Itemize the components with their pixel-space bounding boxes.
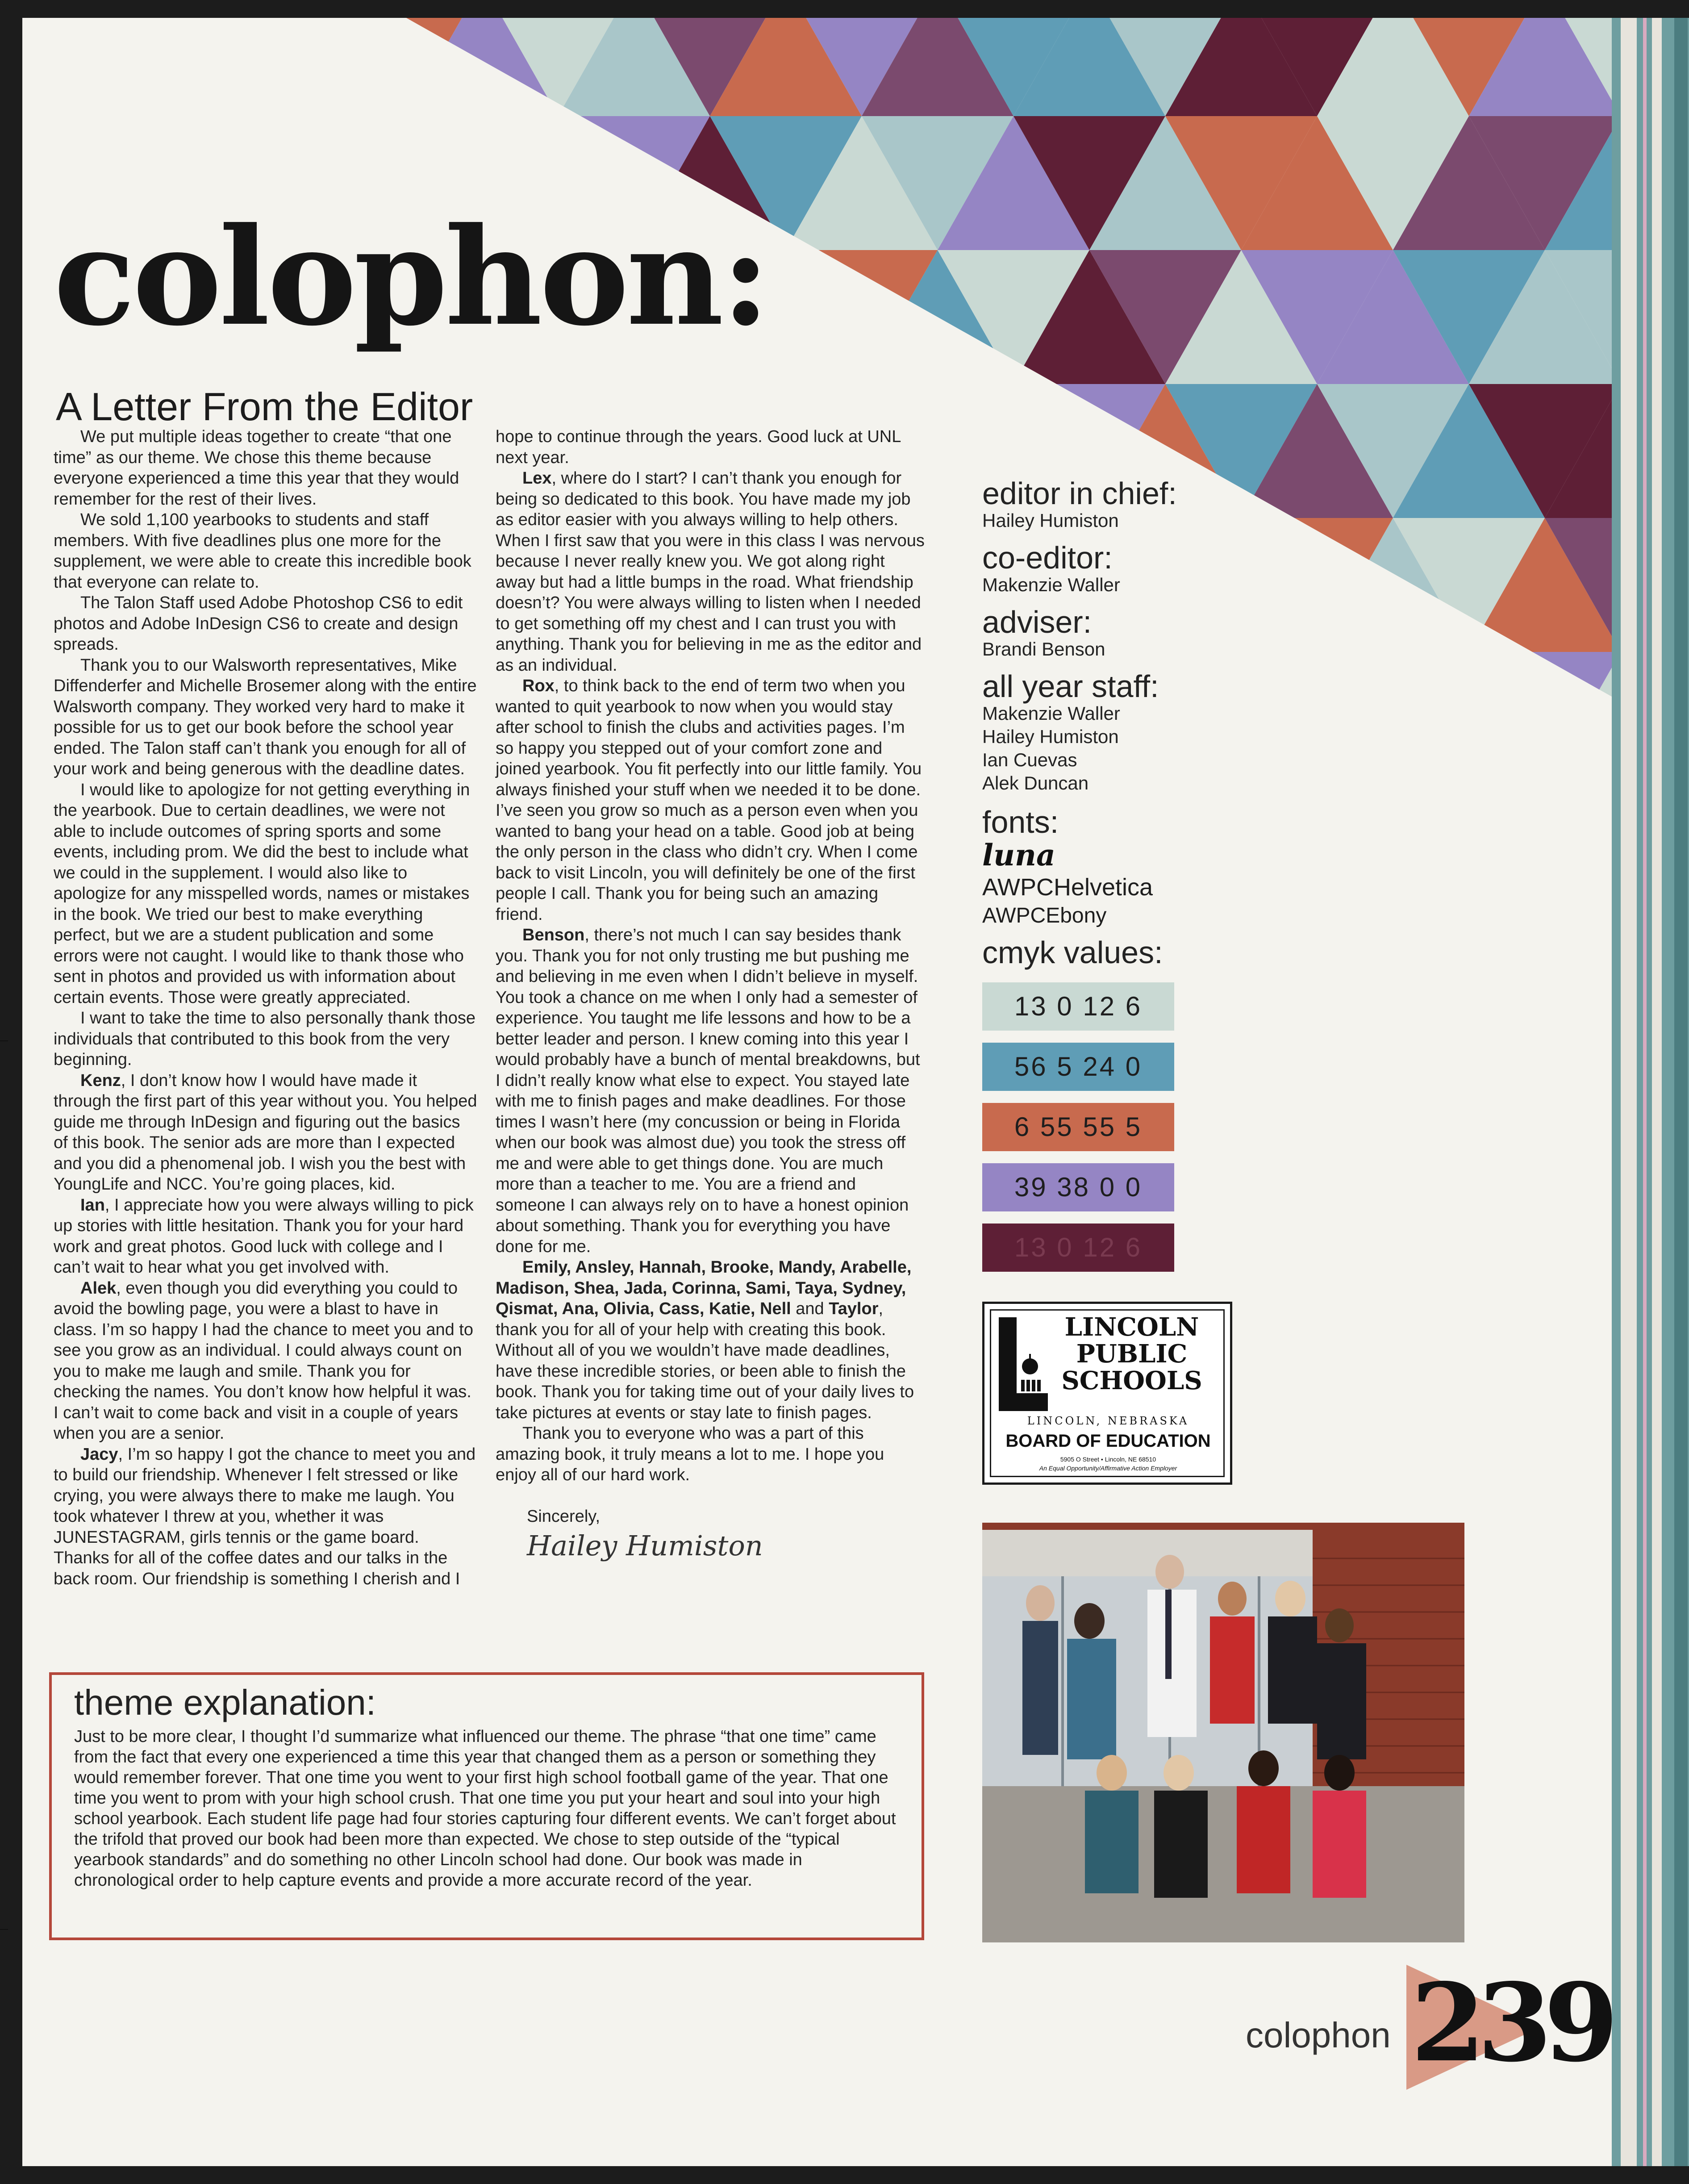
cmyk-swatch-lavender bbox=[982, 1163, 1174, 1211]
edge-tick bbox=[0, 1929, 8, 1930]
letter-paragraph bbox=[496, 676, 926, 925]
pattern-triangle bbox=[1165, 652, 1317, 714]
letter-paragraph bbox=[54, 1444, 478, 1590]
addressee-name: Taylor bbox=[829, 1299, 879, 1318]
paragraph-text: , to think back to the end of term two when you wanted to quit yearbook to now when you would stay after school to finish the clubs and activities pages. I’m so happy you stepped out of your comfort zone and joined yearbook. You fit perfectly into our little family. You always finished your stuff when we needed it to be done. I’ve seen you grow so much as a person even when you wanted to bang your head on a table. Good job at being the only person in the class who didn’t cry. When I come back to visit Lincoln, you will definitely be one of the first people I call. Thank you for being such an amazing friend. bbox=[496, 676, 922, 924]
cmyk-swatch-plum bbox=[982, 1224, 1174, 1272]
letter-column-1 bbox=[54, 426, 478, 1589]
addressee-name: Alek bbox=[80, 1278, 117, 1298]
paragraph-text: , I’m so happy I got the chance to meet you and to build our friendship. Whenever I felt stressed or like crying, you were always there to make me laugh. You took whatever I threw at you, whether it was JUNESTAGRAM, girls tennis or the game board. Thanks for all of the coffee dates and our talks in the back room. Our friendship is something I cherish and I bbox=[54, 1445, 476, 1588]
paragraph-text: I would like to apologize for not getting everything in the yearbook. Due to certain deadlines, we were not able to include outcomes of spring sports and some events, including prom. We did the best to include what we could in the supplement. I would also like to apologize for any misspelled words, names or mistakes in the book. We tried our best to make everything perfect, but we are a student publication and some errors were not caught. I would like to thank those who sent in photos and provided us with information about certain events. Those were greatly appreciated. bbox=[54, 780, 470, 1007]
paragraph-text: Thank you to our Walsworth representatives, Mike Diffenderfer and Michelle Brosemer along with the entire Walsworth company. They worked very hard to make it possible for us to get our book before the school year ended. The Talon staff can’t thank you enough for all of your work and being generous with the deadline dates. bbox=[54, 656, 477, 778]
lincoln-public-schools-logo bbox=[982, 1302, 1232, 1485]
logo-line: LINCOLN bbox=[1064, 1312, 1199, 1342]
staff-member: Alek Duncan bbox=[982, 773, 1089, 793]
letter-paragraph bbox=[54, 593, 478, 655]
cmyk-value: 13 0 12 6 bbox=[1014, 1232, 1143, 1262]
book-edge bbox=[1612, 18, 1689, 2166]
addressee-name: Benson bbox=[522, 926, 585, 944]
pattern-triangle bbox=[1469, 652, 1612, 714]
theme-explanation-box bbox=[49, 1672, 924, 1940]
cmyk-swatch-mint bbox=[982, 982, 1174, 1031]
font-sample-luna: luna bbox=[982, 838, 1055, 873]
letter-paragraph bbox=[496, 468, 926, 676]
logo-address: 5905 O Street • Lincoln, NE 68510 bbox=[1060, 1456, 1156, 1463]
page-title: colophon: bbox=[54, 198, 768, 355]
paragraph-text: Thank you to everyone who was a part of this amazing book, it truly means a lot to me. I hope you enjoy all of our hard work. bbox=[496, 1424, 884, 1484]
cmyk-value: 39 38 0 0 bbox=[1014, 1172, 1143, 1202]
cmyk-swatch-coral bbox=[982, 1103, 1174, 1151]
cmyk-value: 13 0 12 6 bbox=[1014, 991, 1143, 1021]
cmyk-label: cmyk values: bbox=[982, 935, 1163, 970]
staff-member: Ian Cuevas bbox=[982, 749, 1077, 770]
pattern-triangle bbox=[1241, 652, 1393, 714]
pattern-triangle bbox=[1165, 518, 1317, 652]
pattern-triangle bbox=[254, 18, 406, 116]
co-editor-label: co-editor: bbox=[982, 540, 1113, 575]
logo-line: PUBLIC bbox=[1076, 1339, 1188, 1369]
letter-paragraph bbox=[54, 655, 478, 780]
pattern-triangle bbox=[1241, 518, 1393, 652]
letter-paragraph bbox=[54, 1195, 478, 1278]
paragraph-text: We put multiple ideas together to create “that one time” as our theme. We chose this theme because everyone experienced a time this year that they would remember for the rest of their lives. bbox=[54, 427, 459, 509]
logo-name bbox=[1051, 1314, 1212, 1394]
adviser-name: Brandi Benson bbox=[982, 639, 1105, 660]
paragraph-text: I want to take the time to also personally thank those individuals that contributed to this book from the very beginning. bbox=[54, 1009, 476, 1069]
staff-member: Hailey Humiston bbox=[982, 726, 1119, 747]
font-sample-ebony: AWPCEbony bbox=[982, 904, 1107, 927]
paragraph-text: , I appreciate how you were always willing to pick up stories with little hesitation. Thank you for your hard work and great photos. Good luck with college and I can’t wait to hear what you get involved with. bbox=[54, 1195, 474, 1277]
letter-paragraph bbox=[54, 509, 478, 593]
paragraph-text: , even though you did everything you could to avoid the bowling page, you were a blast to have in class. I’m so happy I had the chance to meet you and to see you grow as an individual. I could always count on you to make me laugh and smile. Thank you for checking the names. You don’t know how helpful it was. I can’t wait to come back and visit in a couple of years when you are a senior. bbox=[54, 1278, 473, 1443]
theme-heading: theme explanation: bbox=[74, 1683, 376, 1722]
paragraph-text: , where do I start? I can’t thank you enough for being so dedicated to this book. You have made my job as editor easier with you always willing to help others. When I first saw that you were in this class I was nervous because I never really knew you. We got along right away but had a little bumps in the road. What friendship doesn’t? You were always willing to listen when I needed to get something off my chest and I can trust you with anything. Thank you for believing in me as the editor and as an individual. bbox=[496, 469, 925, 675]
letter-paragraph bbox=[54, 1008, 478, 1070]
letter-paragraph bbox=[54, 1070, 478, 1195]
page-number: 239 bbox=[1411, 1960, 1610, 2086]
editor-in-chief-name: Hailey Humiston bbox=[982, 510, 1119, 531]
cmyk-swatch-blue bbox=[982, 1043, 1174, 1091]
logo-city: LINCOLN, NEBRASKA bbox=[1027, 1415, 1189, 1427]
logo-board: BOARD OF EDUCATION bbox=[1005, 1431, 1211, 1451]
school-building-icon bbox=[994, 1317, 1048, 1411]
paragraph-text: , I don’t know how I would have made it through the first part of this year without you. You helped guide me through InDesign and figuring out the basics of this book. The senior ads are more than I expected and you did a phenomenal job. I wish you the best with YoungLife and NCC. You’re going places, kid. bbox=[54, 1071, 477, 1194]
fonts-label: fonts: bbox=[982, 805, 1059, 839]
staff-member: Makenzie Waller bbox=[982, 703, 1120, 724]
editor-in-chief-label: editor in chief: bbox=[982, 476, 1177, 511]
theme-text: Just to be more clear, I thought I’d summarize what influenced our theme. The phrase “that one time” came from the fact that every one experienced a time this year that changed them as a person or something they would remember forever. That one time you went to your first high school football game of the year. That one time you went to prom with your high school crush. That one time you put your heart and soul into your high school yearbook. Each student life page had four stories capturing four different events. We can’t forget about the trifold that proved our book had been more than expected. We chose to step outside of the “typical yearbook standards” and do something no other Lincoln school had done. Our book was made in chronological order to help capture events and provide a more accurate record of the year. bbox=[74, 1727, 896, 1890]
staff-group-photo bbox=[982, 1523, 1464, 1942]
letter-paragraph bbox=[496, 1257, 926, 1423]
editor-signature: Hailey Humiston bbox=[527, 1529, 763, 1562]
letter-column-2 bbox=[496, 426, 926, 1562]
letter-paragraph bbox=[54, 426, 478, 509]
paragraph-text: , thank you for all of your help with creating this book. Without all of you we wouldn’t have made deadlines, have these incredible stories, or been able to finish the book. Thank you for taking time out of your daily lives to take pictures at events or stay late to finish pages. bbox=[496, 1299, 914, 1422]
addressee-name: Emily, Ansley, Hannah, Brooke, Mandy, Arabelle, Madison, Shea, Jada, Corinna, Sami, Taya, Sydney, Qismat, Ana, Olivia, Cass, Katie, Nell bbox=[496, 1258, 912, 1318]
letter-paragraph bbox=[496, 925, 926, 1257]
signoff bbox=[496, 1506, 926, 1562]
pattern-triangle bbox=[1393, 652, 1545, 714]
pattern-triangle bbox=[786, 250, 938, 384]
paragraph-text: We sold 1,100 yearbooks to students and staff members. With five deadlines plus one more for the supplement, we were able to create this incredible book that everyone can relate to. bbox=[54, 510, 471, 592]
all-year-staff-label: all year staff: bbox=[982, 669, 1159, 704]
font-sample-helvetica: AWPCHelvetica bbox=[982, 874, 1153, 901]
paragraph-text: hope to continue through the years. Good luck at UNL next year. bbox=[496, 427, 901, 467]
addressee-name: Lex bbox=[522, 469, 552, 488]
adviser-label: adviser: bbox=[982, 605, 1092, 639]
paragraph-text: The Talon Staff used Adobe Photoshop CS6 to edit photos and Adobe InDesign CS6 to create and design spreads. bbox=[54, 593, 463, 654]
connector-text: and bbox=[791, 1299, 829, 1318]
footer-section-name: colophon bbox=[1246, 2015, 1391, 2055]
letter-paragraph bbox=[496, 1423, 926, 1486]
letter-paragraph bbox=[496, 426, 926, 468]
letter-paragraph bbox=[54, 780, 478, 1008]
letter-paragraph bbox=[54, 1278, 478, 1444]
co-editor-name: Makenzie Waller bbox=[982, 574, 1120, 595]
addressee-name: Rox bbox=[522, 676, 555, 695]
staff-list bbox=[982, 478, 1177, 968]
letter-subtitle: A Letter From the Editor bbox=[56, 384, 473, 429]
logo-eoe: An Equal Opportunity/Affirmative Action Employer bbox=[1039, 1465, 1177, 1472]
addressee-name: Ian bbox=[80, 1195, 105, 1215]
addressee-name: Jacy bbox=[80, 1445, 118, 1464]
pattern-triangle bbox=[1317, 652, 1469, 714]
paragraph-text: , there’s not much I can say besides thank you. Thank you for not only trusting me but pushing me and believing in me even when I didn’t believe in myself. You took a chance on me when I only had a semester of experience. You taught me life lessons and how to be a better leader and person. I knew coming into this year I would probably have a bunch of mental breakdowns, but I didn’t really know what else to expect. You stayed late with me to finish pages and make deadlines. For those times I wasn’t here (my concussion or being in Florida when our book was almost due) you took the stress off me and were able to get things done. You are much more than a teacher to me. You are a friend and someone I can always rely on to have a honest opinion about something. Thank you for everything you have done for me. bbox=[496, 926, 920, 1256]
cmyk-value: 6 55 55 5 bbox=[1014, 1112, 1143, 1142]
cmyk-value: 56 5 24 0 bbox=[1014, 1052, 1143, 1082]
sincerely: Sincerely, bbox=[527, 1507, 601, 1526]
yearbook-page bbox=[22, 18, 1612, 2166]
addressee-name: Kenz bbox=[80, 1071, 121, 1090]
logo-line: SCHOOLS bbox=[1061, 1366, 1202, 1395]
edge-tick bbox=[0, 1040, 8, 1041]
